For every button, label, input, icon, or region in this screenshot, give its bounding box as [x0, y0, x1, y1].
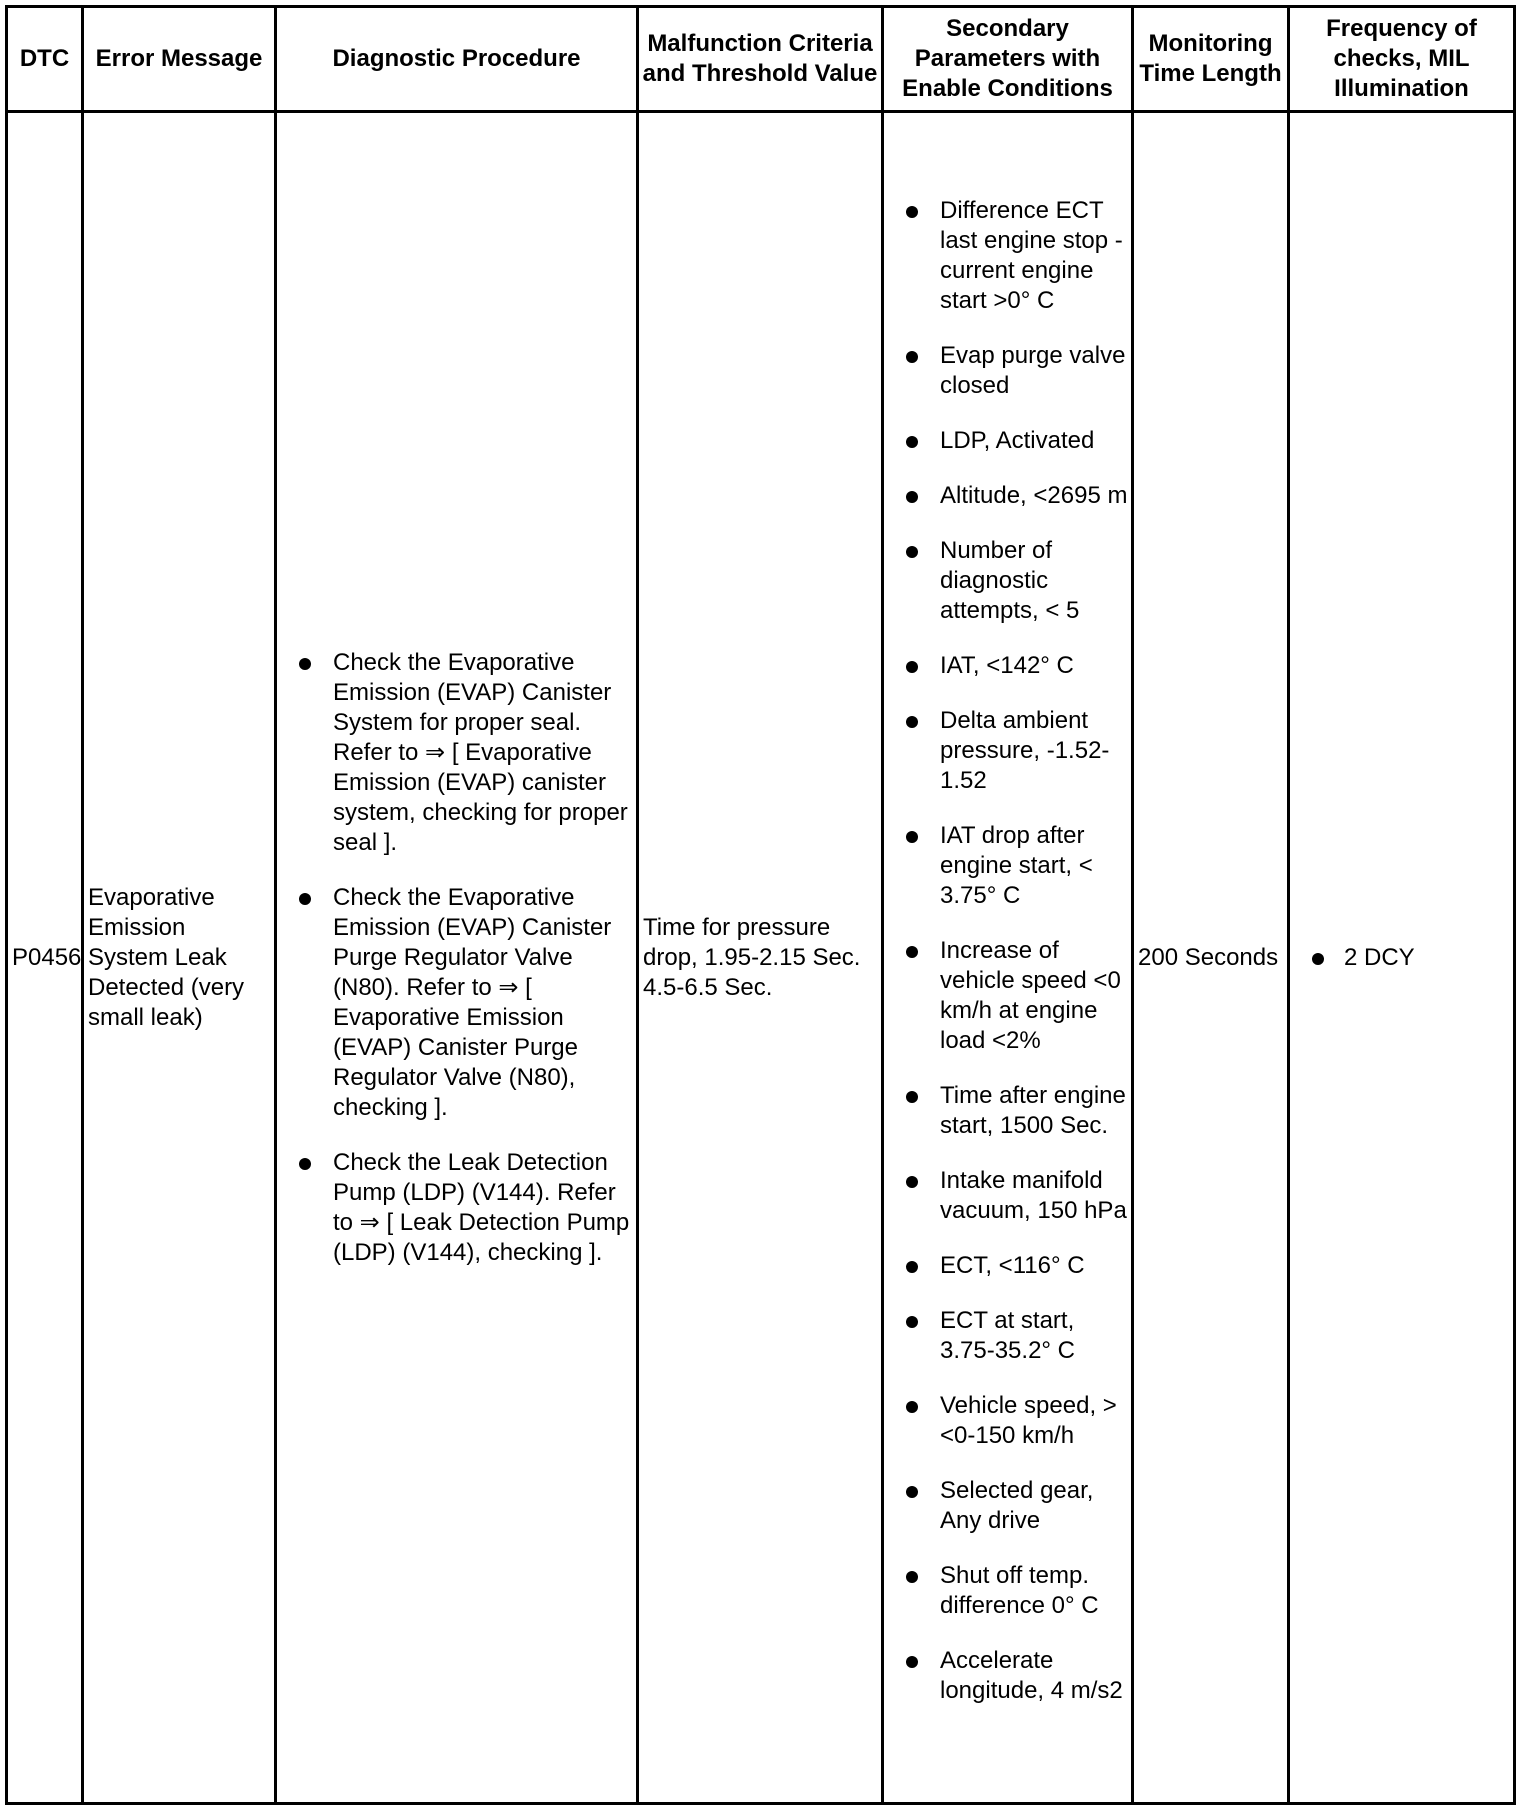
- parameter-item: Evap purge valve closed: [884, 341, 1131, 401]
- diagnostic-procedure-cell: [276, 112, 638, 1804]
- header-error-message: Error Message: [83, 7, 276, 112]
- dtc-code: P0456: [7, 112, 83, 1804]
- error-message: Evaporative Emission System Leak Detected (very small leak): [83, 112, 276, 1804]
- parameter-item: IAT, <142° C: [884, 651, 1131, 681]
- procedure-item: Check the Leak Detection Pump (LDP) (V144). Refer to ⇒ [ Leak Detection Pump (LDP) (V144), checking ].: [277, 1148, 636, 1268]
- parameter-item: LDP, Activated: [884, 426, 1131, 456]
- parameter-item: ECT, <116° C: [884, 1251, 1131, 1281]
- header-secondary-parameters: Secondary Parameters with Enable Conditions: [883, 7, 1133, 112]
- parameter-item: Accelerate longitude, 4 m/s2: [884, 1646, 1131, 1706]
- parameter-item: Altitude, <2695 m: [884, 481, 1131, 511]
- header-row: [7, 7, 1515, 112]
- parameter-item: Increase of vehicle speed <0 km/h at engine load <2%: [884, 936, 1131, 1056]
- frequency-list: [1290, 943, 1513, 973]
- procedure-item: Check the Evaporative Emission (EVAP) Canister System for proper seal. Refer to ⇒ [ Evaporative Emission (EVAP) canister system, checking for proper seal ].: [277, 648, 636, 858]
- parameter-item: Difference ECT last engine stop - current engine start >0° C: [884, 196, 1131, 316]
- parameter-item: ECT at start, 3.75-35.2° C: [884, 1306, 1131, 1366]
- procedure-item: Check the Evaporative Emission (EVAP) Canister Purge Regulator Valve (N80). Refer to ⇒ [ Evaporative Emission (EVAP) Canister Purge Regulator Valve (N80), checking ].: [277, 883, 636, 1123]
- table-row: [7, 112, 1515, 1804]
- header-diagnostic-procedure: Diagnostic Procedure: [276, 7, 638, 112]
- secondary-parameters-list: [884, 196, 1131, 1706]
- parameter-item: Intake manifold vacuum, 150 hPa: [884, 1166, 1131, 1226]
- frequency-item: 2 DCY: [1290, 943, 1513, 973]
- frequency-cell: [1289, 112, 1515, 1804]
- dtc-table: [5, 5, 1516, 1805]
- parameter-item: Vehicle speed, > <0-150 km/h: [884, 1391, 1131, 1451]
- monitoring-time: 200 Seconds: [1133, 112, 1289, 1804]
- parameter-item: Number of diagnostic attempts, < 5: [884, 536, 1131, 626]
- parameter-item: Time after engine start, 1500 Sec.: [884, 1081, 1131, 1141]
- parameter-item: Delta ambient pressure, -1.52-1.52: [884, 706, 1131, 796]
- header-malfunction-criteria: Malfunction Criteria and Threshold Value: [638, 7, 883, 112]
- parameter-item: IAT drop after engine start, < 3.75° C: [884, 821, 1131, 911]
- diagnostic-procedure-list: [277, 648, 636, 1268]
- header-monitoring-time: Monitoring Time Length: [1133, 7, 1289, 112]
- header-dtc: DTC: [7, 7, 83, 112]
- parameter-item: Selected gear, Any drive: [884, 1476, 1131, 1536]
- parameter-item: Shut off temp. difference 0° C: [884, 1561, 1131, 1621]
- secondary-parameters-cell: [883, 112, 1133, 1804]
- malfunction-criteria: Time for pressure drop, 1.95-2.15 Sec. 4.5-6.5 Sec.: [638, 112, 883, 1804]
- header-frequency: Frequency of checks, MIL Illumination: [1289, 7, 1515, 112]
